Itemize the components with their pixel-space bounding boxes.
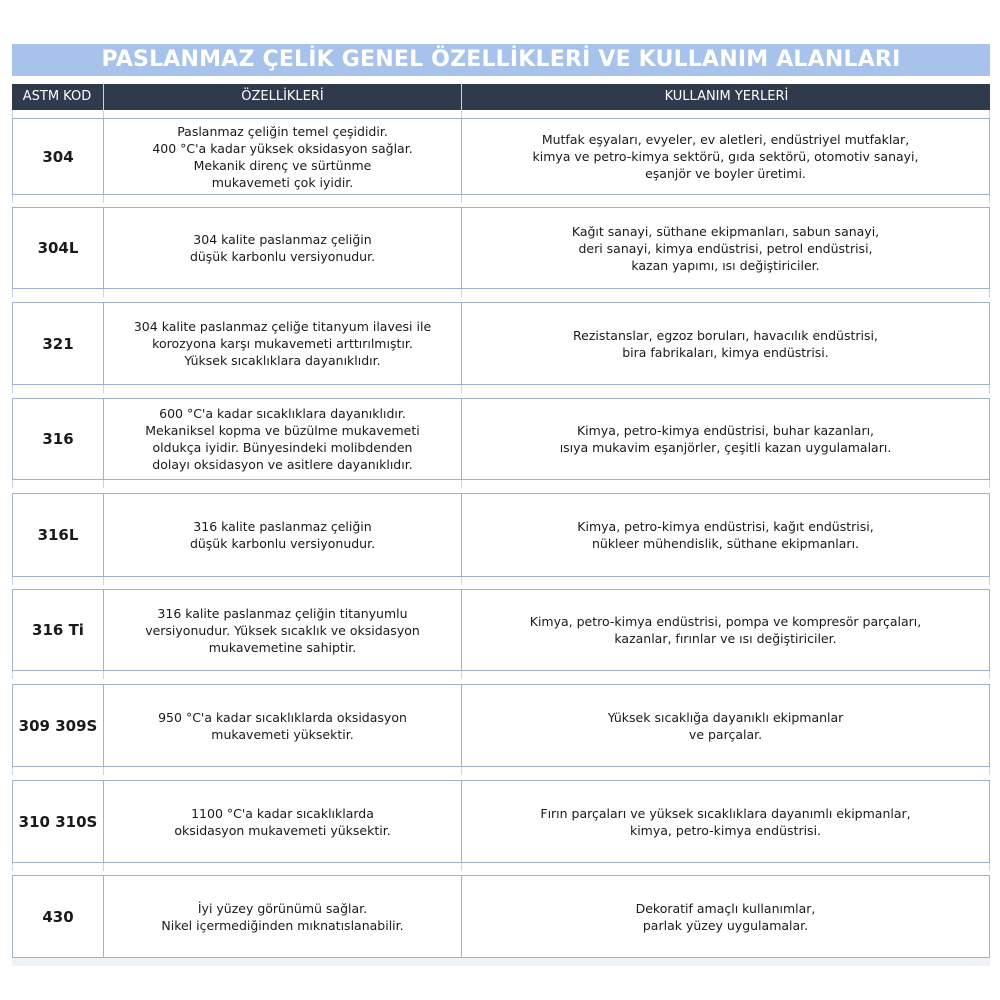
properties-cell: 304 kalite paslanmaz çeliğe titanyum ilavesi ile korozyona karşı mukavemeti arttırılmıştır. Yüksek sıcaklıklara dayanıklıdır. [103, 303, 461, 384]
astm-code-cell: 316 [42, 430, 74, 448]
astm-code-cell: 316L [37, 526, 79, 544]
usage-cell: Kimya, petro-kimya endüstrisi, buhar kazanları, ısıya mukavim eşanjörler, çeşitli kazan uygulamaları. [461, 399, 989, 479]
table-row [12, 780, 990, 863]
properties-cell: 304 kalite paslanmaz çeliğin düşük karbonlu versiyonudur. [103, 208, 461, 288]
usage-cell: Kağıt sanayi, süthane ekipmanları, sabun sanayi, deri sanayi, kimya endüstrisi, petrol endüstrisi, kazan yapımı, ısı değiştiriciler. [461, 208, 989, 288]
table-row [12, 118, 990, 195]
row-separator [12, 577, 990, 585]
usage-cell: Yüksek sıcaklığa dayanıklı ekipmanlar ve parçalar. [461, 685, 989, 766]
usage-cell: Rezistanslar, egzoz boruları, havacılık endüstrisi, bira fabrikaları, kimya endüstrisi. [461, 303, 989, 384]
properties-cell: Paslanmaz çeliğin temel çeşididir. 400 °C'a kadar yüksek oksidasyon sağlar. Mekanik direnç ve sürtünme mukavemeti çok iyidir. [103, 119, 461, 194]
page-title: PASLANMAZ ÇELİK GENEL ÖZELLİKLERİ VE KULLANIM ALANLARI [12, 44, 990, 76]
usage-cell: Dekoratif amaçlı kullanımlar, parlak yüzey uygulamalar. [461, 876, 989, 957]
table-row [12, 589, 990, 671]
table-row [12, 207, 990, 289]
header-astm-kod: ASTM KOD [22, 89, 92, 104]
header-kullanim-yerleri: KULLANIM YERLERİ [461, 84, 991, 110]
astm-code-cell: 304L [37, 239, 79, 257]
astm-code-cell: 430 [42, 907, 74, 926]
row-separator [12, 195, 990, 203]
header-ozellikleri: ÖZELLİKLERİ [103, 84, 461, 110]
row-separator [12, 671, 990, 679]
usage-cell: Kimya, petro-kimya endüstrisi, pompa ve kompresör parçaları, kazanlar, fırınlar ve ısı değiştiriciler. [461, 590, 989, 670]
row-separator [12, 767, 990, 775]
table-row [12, 493, 990, 577]
row-separator [12, 289, 990, 297]
properties-cell: 316 kalite paslanmaz çeliğin titanyumlu versiyonudur. Yüksek sıcaklık ve oksidasyon mukavemetine sahiptir. [103, 590, 461, 670]
row-separator [12, 385, 990, 393]
properties-cell: 316 kalite paslanmaz çeliğin düşük karbonlu versiyonudur. [103, 494, 461, 576]
usage-cell: Kimya, petro-kimya endüstrisi, kağıt endüstrisi, nükleer mühendislik, süthane ekipmanları. [461, 494, 989, 576]
row-separator [12, 863, 990, 871]
usage-cell: Mutfak eşyaları, evyeler, ev aletleri, endüstriyel mutfaklar, kimya ve petro-kimya sektörü, gıda sektörü, otomotiv sanayi, eşanjör ve boyler üretimi. [461, 119, 989, 194]
astm-code-cell: 310 310S [18, 812, 98, 831]
properties-cell: İyi yüzey görünümü sağlar. Nikel içermediğinden mıknatıslanabilir. [103, 876, 461, 957]
astm-code-cell: 309 309S [18, 716, 98, 735]
astm-code-cell: 321 [42, 334, 74, 353]
table-row [12, 398, 990, 480]
table-row [12, 302, 990, 385]
table-row [12, 875, 990, 958]
table-row [12, 684, 990, 767]
properties-cell: 950 °C'a kadar sıcaklıklarda oksidasyon mukavemeti yüksektir. [103, 685, 461, 766]
properties-cell: 600 °C'a kadar sıcaklıklara dayanıklıdır. Mekaniksel kopma ve büzülme mukavemeti oldukça iyidir. Bünyesindeki molibdenden dolayı oksidasyon ve asitlere dayanıklıdır. [103, 399, 461, 479]
row-separator [12, 110, 990, 118]
table-footer-shade [12, 958, 990, 966]
row-separator [12, 480, 990, 488]
usage-cell: Fırın parçaları ve yüksek sıcaklıklara dayanımlı ekipmanlar, kimya, petro-kimya endüstrisi. [461, 781, 989, 862]
astm-code-cell: 304 [42, 147, 74, 166]
properties-cell: 1100 °C'a kadar sıcaklıklarda oksidasyon mukavemeti yüksektir. [103, 781, 461, 862]
astm-code-cell: 316 Ti [32, 621, 84, 639]
